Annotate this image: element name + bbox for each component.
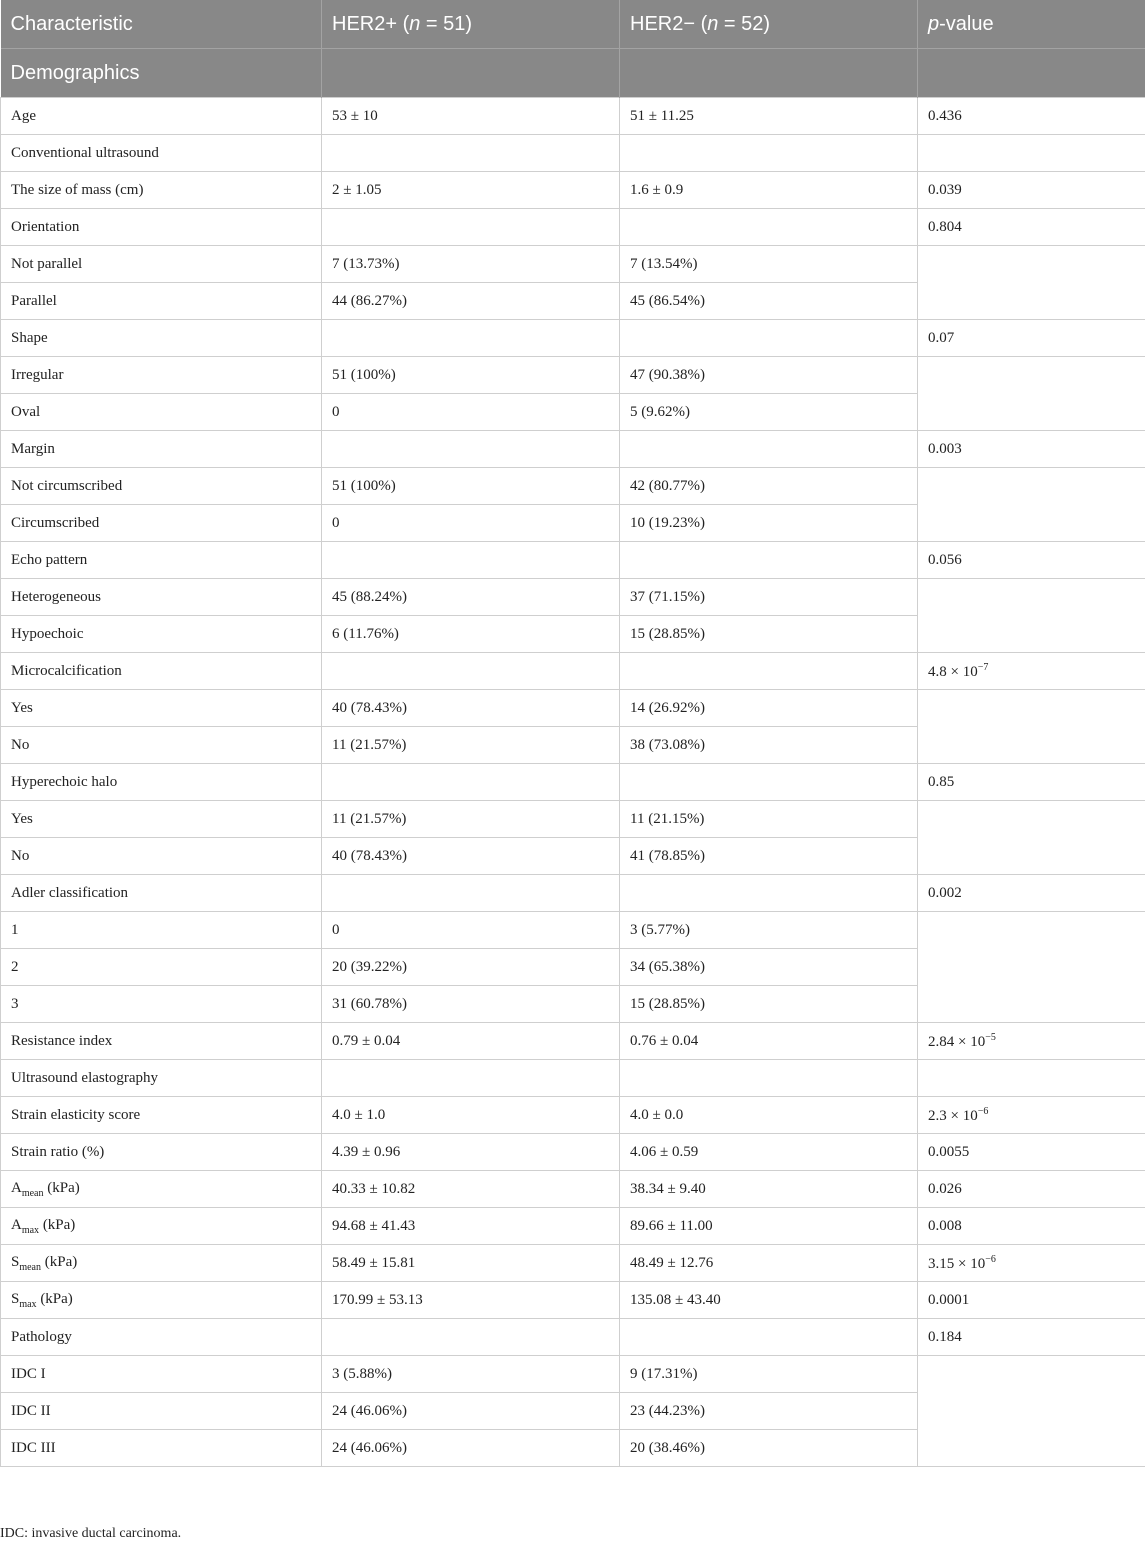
cell-her2-positive: 0 [322, 394, 620, 431]
cell-her2-positive: 2 ± 1.05 [322, 172, 620, 209]
cell-characteristic: IDC II [1, 1393, 322, 1430]
cell-p-value [918, 912, 1145, 949]
table-row [1, 135, 1145, 172]
cell-p-value [918, 727, 1145, 764]
table-row [1, 246, 1145, 283]
header-her2-negative: HER2− (n = 52) [620, 0, 918, 49]
table-row [1, 690, 1145, 727]
cell-p-value [918, 1356, 1145, 1393]
cell-her2-negative [620, 320, 918, 357]
cell-her2-negative [620, 653, 918, 690]
cell-her2-negative: 9 (17.31%) [620, 1356, 918, 1393]
cell-p-value [918, 246, 1145, 283]
cell-her2-positive: 11 (21.57%) [322, 727, 620, 764]
cell-p-value [918, 801, 1145, 838]
section-label: Demographics [1, 49, 322, 98]
cell-her2-negative: 48.49 ± 12.76 [620, 1245, 918, 1282]
cell-p-value: 0.003 [918, 431, 1145, 468]
table-row [1, 505, 1145, 542]
cell-characteristic: Microcalcification [1, 653, 322, 690]
cell-her2-negative: 34 (65.38%) [620, 949, 918, 986]
cell-her2-negative: 10 (19.23%) [620, 505, 918, 542]
cell-p-value: 0.008 [918, 1208, 1145, 1245]
cell-p-value [918, 394, 1145, 431]
cell-her2-positive: 24 (46.06%) [322, 1393, 620, 1430]
cell-her2-negative: 4.0 ± 0.0 [620, 1097, 918, 1134]
cell-her2-positive: 40 (78.43%) [322, 838, 620, 875]
cell-characteristic: 2 [1, 949, 322, 986]
cell-her2-positive: 4.0 ± 1.0 [322, 1097, 620, 1134]
table-row [1, 949, 1145, 986]
cell-her2-negative: 23 (44.23%) [620, 1393, 918, 1430]
cell-her2-negative: 89.66 ± 11.00 [620, 1208, 918, 1245]
cell-her2-positive: 24 (46.06%) [322, 1430, 620, 1467]
cell-her2-positive [322, 764, 620, 801]
cell-her2-positive: 51 (100%) [322, 468, 620, 505]
cell-her2-negative: 135.08 ± 43.40 [620, 1282, 918, 1319]
cell-her2-positive: 53 ± 10 [322, 98, 620, 135]
cell-her2-negative: 20 (38.46%) [620, 1430, 918, 1467]
header-row [1, 0, 1145, 49]
cell-p-value: 0.026 [918, 1171, 1145, 1208]
cell-characteristic: Hypoechoic [1, 616, 322, 653]
cell-her2-positive [322, 542, 620, 579]
table-row [1, 542, 1145, 579]
cell-p-value [918, 283, 1145, 320]
cell-her2-negative: 5 (9.62%) [620, 394, 918, 431]
cell-p-value: 0.002 [918, 875, 1145, 912]
cell-characteristic: Not parallel [1, 246, 322, 283]
table-row [1, 1097, 1145, 1134]
cell-characteristic: Oval [1, 394, 322, 431]
cell-p-value: $3.15 \times 10^{-6}$ [918, 1245, 1145, 1282]
cell-her2-negative: 38.34 ± 9.40 [620, 1171, 918, 1208]
cell-p-value [918, 986, 1145, 1023]
cell-p-value [918, 135, 1145, 172]
table-row [1, 801, 1145, 838]
cell-her2-positive [322, 431, 620, 468]
cell-characteristic: Irregular [1, 357, 322, 394]
cell-characteristic: The size of mass (cm) [1, 172, 322, 209]
cell-characteristic: Orientation [1, 209, 322, 246]
cell-characteristic: Adler classification [1, 875, 322, 912]
cell-her2-negative [620, 764, 918, 801]
table-body [1, 98, 1145, 1467]
cell-her2-positive: 45 (88.24%) [322, 579, 620, 616]
cell-characteristic: Conventional ultrasound [1, 135, 322, 172]
cell-her2-negative: 51 ± 11.25 [620, 98, 918, 135]
cell-characteristic: Strain elasticity score [1, 1097, 322, 1134]
cell-her2-positive: 4.39 ± 0.96 [322, 1134, 620, 1171]
table-row [1, 616, 1145, 653]
cell-characteristic: Margin [1, 431, 322, 468]
table-row [1, 1171, 1145, 1208]
header-her2-positive: HER2+ (n = 51) [322, 0, 620, 49]
cell-her2-negative: 4.06 ± 0.59 [620, 1134, 918, 1171]
cell-characteristic: 1 [1, 912, 322, 949]
section-row-demographics [1, 49, 1145, 98]
cell-her2-negative [620, 135, 918, 172]
cell-p-value: $2.84 \times 10^{-5}$ [918, 1023, 1145, 1060]
cell-her2-positive: 0 [322, 505, 620, 542]
cell-p-value: 0.85 [918, 764, 1145, 801]
cell-her2-positive: 40 (78.43%) [322, 690, 620, 727]
cell-characteristic: IDC I [1, 1356, 322, 1393]
cell-her2-positive: 94.68 ± 41.43 [322, 1208, 620, 1245]
table-row [1, 838, 1145, 875]
cell-her2-positive: 40.33 ± 10.82 [322, 1171, 620, 1208]
table-row [1, 764, 1145, 801]
cell-her2-negative: 45 (86.54%) [620, 283, 918, 320]
cell-p-value [918, 1393, 1145, 1430]
table-row [1, 1134, 1145, 1171]
cell-p-value [918, 949, 1145, 986]
cell-her2-negative: 37 (71.15%) [620, 579, 918, 616]
table-row [1, 468, 1145, 505]
cell-her2-positive: 7 (13.73%) [322, 246, 620, 283]
cell-her2-negative [620, 1060, 918, 1097]
cell-characteristic: Yes [1, 801, 322, 838]
cell-her2-positive [322, 135, 620, 172]
table-row [1, 875, 1145, 912]
cell-characteristic: Not circumscribed [1, 468, 322, 505]
cell-p-value [918, 616, 1145, 653]
cell-her2-negative: 15 (28.85%) [620, 986, 918, 1023]
cell-characteristic: Parallel [1, 283, 322, 320]
cell-her2-positive: 0 [322, 912, 620, 949]
cell-her2-negative: 7 (13.54%) [620, 246, 918, 283]
cell-her2-positive: 170.99 ± 53.13 [322, 1282, 620, 1319]
cell-characteristic: Shape [1, 320, 322, 357]
table-row [1, 209, 1145, 246]
cell-her2-positive: 11 (21.57%) [322, 801, 620, 838]
cell-p-value: 0.0001 [918, 1282, 1145, 1319]
cell-characteristic: Hyperechoic halo [1, 764, 322, 801]
cell-p-value [918, 357, 1145, 394]
table-row [1, 1208, 1145, 1245]
cell-characteristic: Echo pattern [1, 542, 322, 579]
cell-her2-positive [322, 320, 620, 357]
cell-p-value [918, 579, 1145, 616]
cell-p-value: 0.039 [918, 172, 1145, 209]
cell-her2-negative: 47 (90.38%) [620, 357, 918, 394]
cell-her2-negative: 11 (21.15%) [620, 801, 918, 838]
cell-characteristic: $A_{mean}$ (kPa) [1, 1171, 322, 1208]
cell-characteristic: Pathology [1, 1319, 322, 1356]
cell-p-value: 0.184 [918, 1319, 1145, 1356]
cell-her2-negative: 38 (73.08%) [620, 727, 918, 764]
table-row [1, 283, 1145, 320]
cell-p-value [918, 1430, 1145, 1467]
cell-her2-negative [620, 542, 918, 579]
cell-characteristic: Strain ratio (%) [1, 1134, 322, 1171]
cell-her2-negative [620, 1319, 918, 1356]
cell-her2-negative: 41 (78.85%) [620, 838, 918, 875]
cell-characteristic: No [1, 838, 322, 875]
table-row [1, 986, 1145, 1023]
cell-characteristic: Ultrasound elastography [1, 1060, 322, 1097]
cell-characteristic: $S_{max}$ (kPa) [1, 1282, 322, 1319]
cell-p-value [918, 838, 1145, 875]
cell-her2-negative: 3 (5.77%) [620, 912, 918, 949]
table-row [1, 579, 1145, 616]
cell-characteristic: Circumscribed [1, 505, 322, 542]
cell-her2-positive [322, 875, 620, 912]
table-row [1, 727, 1145, 764]
cell-her2-positive [322, 1060, 620, 1097]
table-row [1, 1430, 1145, 1467]
cell-characteristic: 3 [1, 986, 322, 1023]
cell-p-value: $2.3 \times 10^{-6}$ [918, 1097, 1145, 1134]
cell-her2-negative: 42 (80.77%) [620, 468, 918, 505]
cell-her2-negative [620, 875, 918, 912]
table-row [1, 1245, 1145, 1282]
table-row [1, 1319, 1145, 1356]
header-p-value: p-value [918, 0, 1145, 49]
table-row [1, 172, 1145, 209]
cell-p-value: 0.436 [918, 98, 1145, 135]
cell-her2-negative: 0.76 ± 0.04 [620, 1023, 918, 1060]
footnote: IDC: invasive ductal carcinoma. [0, 1526, 181, 1542]
cell-characteristic: Resistance index [1, 1023, 322, 1060]
cell-her2-negative [620, 209, 918, 246]
cell-her2-positive [322, 1319, 620, 1356]
cell-p-value [918, 468, 1145, 505]
cell-p-value: 0.07 [918, 320, 1145, 357]
cell-p-value [918, 1060, 1145, 1097]
table-row [1, 357, 1145, 394]
cell-her2-positive [322, 209, 620, 246]
cell-characteristic: No [1, 727, 322, 764]
cell-her2-positive: 44 (86.27%) [322, 283, 620, 320]
header-characteristic: Characteristic [1, 0, 322, 49]
table-row [1, 1393, 1145, 1430]
cell-p-value: 0.804 [918, 209, 1145, 246]
cell-p-value [918, 505, 1145, 542]
cell-her2-negative: 15 (28.85%) [620, 616, 918, 653]
cell-her2-positive: 20 (39.22%) [322, 949, 620, 986]
table-row [1, 912, 1145, 949]
cell-her2-positive: 3 (5.88%) [322, 1356, 620, 1393]
cell-characteristic: $S_{mean}$ (kPa) [1, 1245, 322, 1282]
table-row [1, 1023, 1145, 1060]
table-row [1, 1060, 1145, 1097]
table-row [1, 320, 1145, 357]
cell-characteristic: IDC III [1, 1430, 322, 1467]
cell-p-value: 0.056 [918, 542, 1145, 579]
table-row [1, 1282, 1145, 1319]
table-row [1, 98, 1145, 135]
cell-p-value [918, 690, 1145, 727]
cell-her2-negative: 14 (26.92%) [620, 690, 918, 727]
cell-her2-positive: 58.49 ± 15.81 [322, 1245, 620, 1282]
cell-her2-positive: 6 (11.76%) [322, 616, 620, 653]
cell-characteristic: Age [1, 98, 322, 135]
cell-her2-positive: 31 (60.78%) [322, 986, 620, 1023]
table-row [1, 394, 1145, 431]
cell-her2-positive [322, 653, 620, 690]
cell-p-value: 0.0055 [918, 1134, 1145, 1171]
cell-her2-negative: 1.6 ± 0.9 [620, 172, 918, 209]
table-row [1, 431, 1145, 468]
cell-p-value: $4.8 \times 10^{-7}$ [918, 653, 1145, 690]
cell-her2-negative [620, 431, 918, 468]
cell-her2-positive: 51 (100%) [322, 357, 620, 394]
cell-characteristic: Yes [1, 690, 322, 727]
cell-her2-positive: 0.79 ± 0.04 [322, 1023, 620, 1060]
table-row [1, 1356, 1145, 1393]
table-row [1, 653, 1145, 690]
cell-characteristic: Heterogeneous [1, 579, 322, 616]
cell-characteristic: $A_{max}$ (kPa) [1, 1208, 322, 1245]
